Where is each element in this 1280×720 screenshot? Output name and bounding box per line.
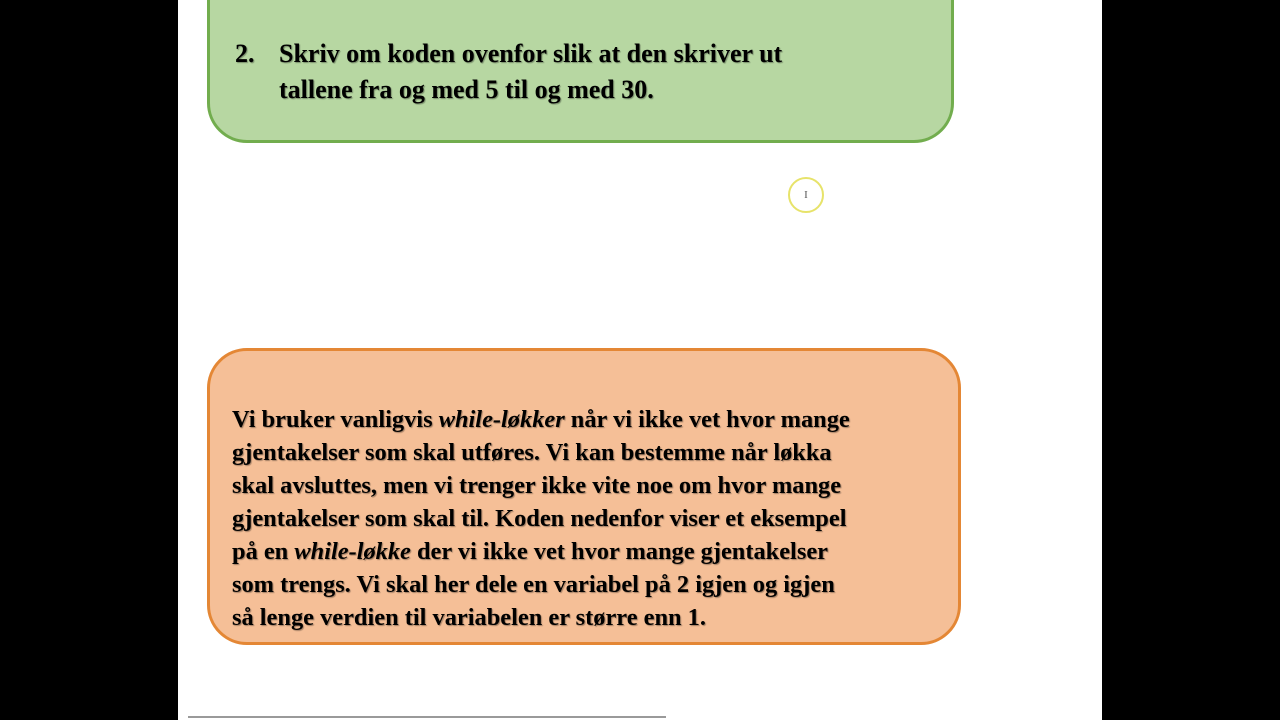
info-paragraph [232,403,952,634]
info-line-5 [232,535,952,568]
exercise-text-line-1: Skriv om koden ovenfor slik at den skriver ut [279,39,783,68]
info-line-4: gjentakelser som skal til. Koden nedenfor viser et eksempel [232,505,847,532]
exercise-text-line-2: tallene fra og med 5 til og med 30. [279,75,654,104]
exercise-item [235,36,925,108]
mouse-cursor-highlight [788,177,824,213]
info-line-2: gjentakelser som skal utføres. Vi kan bestemme når løkka [232,439,832,466]
info-box [207,348,961,645]
info-line-1 [232,403,952,436]
document-page [178,0,1102,720]
exercise-number: 2. [235,39,255,68]
footnote-separator [188,716,666,718]
info-line-1-start: Vi bruker vanligvis [232,406,439,433]
info-line-5-end: der vi ikke vet hvor mange gjentakelser [410,538,828,565]
info-line-7: så lenge verdien til variabelen er større enn 1. [232,604,706,631]
info-line-5-start: på en [232,538,295,565]
info-line-6: som trengs. Vi skal her dele en variabel på 2 igjen og igjen [232,571,835,598]
info-line-1-end: når vi ikke vet hvor mange [564,406,850,433]
info-line-5-term: while-løkke [294,538,411,565]
text-cursor-icon: I [804,188,808,201]
info-line-1-term: while-løkker [438,406,565,433]
exercise-box [207,0,954,143]
info-line-3: skal avsluttes, men vi trenger ikke vite noe om hvor mange [232,472,842,499]
exercise-text [279,36,925,108]
